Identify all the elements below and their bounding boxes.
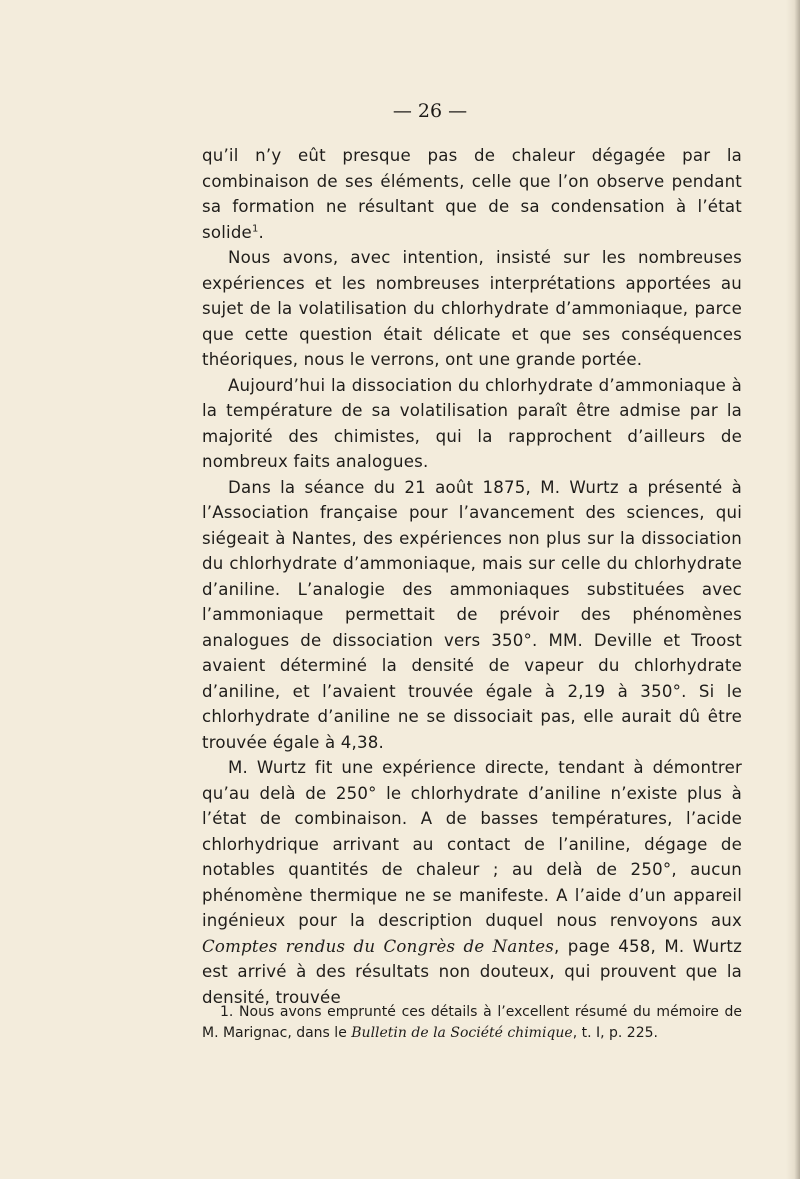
paragraph-1-text: qu’il n’y eût presque pas de chaleur dégagée par la combinaison de ses éléments, celle que l’on observe pendant sa formation ne résultant que de sa condensation à l’état solide	[202, 146, 742, 242]
footnote-text: Nous avons emprunté ces détails à l’excellent résumé du mémoire de M. Marignac, dans le	[202, 1004, 743, 1041]
footnote-reference: 1	[251, 222, 259, 234]
page-number: — 26 —	[392, 100, 468, 122]
paragraph-1-end: .	[258, 222, 265, 242]
paragraph-4: Dans la séance du 21 août 1875, M. Wurtz a présenté à l’Association française pour l’avancement des sciences, qui siégeait à Nantes, des expériences non plus sur la dissociation du chlorhydrate d’ammoniaque, mais sur celle du chlorhydrate d’aniline. L’analogie des ammoniaques substituées avec l’ammoniaque permettait de prévoir des phénomènes analogues de dissociation vers 350°. MM. Deville et Troost avaient déterminé la densité de vapeur du chlorhydrate d’aniline, et l’avaient trouvée égale à 2,19 à 350°. Si le chlorhydrate d’aniline ne se dissociait pas, elle aurait dû être trouvée égale à 4,38.	[202, 477, 742, 752]
paragraph-2: Nous avons, avec intention, insisté sur les nombreuses expériences et les nombreuses interprétations apportées au sujet de la volatilisation du chlorhydrate d’ammoniaque, parce que cette question était délicate et que ses conséquences théoriques, nous le verrons, ont une grande portée.	[202, 248, 742, 369]
footnote	[202, 1002, 742, 1043]
paragraph-5-text: M. Wurtz fit une expérience directe, tendant à démontrer qu’au delà de 250° le chlorhydrate d’aniline n’existe plus à l’état de combinaison. A de basses températures, l’acide chlorhydrique arrivant au contact de l’aniline, dégage de notables quantités de chaleur ; au delà de 250°, aucun phénomène thermique ne se manifeste. A l’aide d’un appareil ingénieux pour la description duquel nous renvoyons aux	[202, 758, 742, 930]
body-text	[202, 143, 742, 1010]
footnote-citation: , t. I, p. 225.	[572, 1024, 658, 1041]
page-edge-shadow	[786, 0, 800, 1179]
paragraph-5-end: , page 458, M. Wurtz est arrivé à des résultats non douteux, qui prouvent que la densité, trouvée	[202, 936, 742, 1007]
footnote-marker: 1.	[220, 1004, 234, 1020]
journal-title: Bulletin de la Société chimique	[351, 1024, 573, 1041]
paragraph-5	[202, 755, 742, 1010]
paragraph-1	[202, 143, 742, 245]
cited-work-title: Comptes rendus du Congrès de Nantes	[202, 936, 554, 956]
footnote-1	[202, 1002, 742, 1043]
paragraph-3: Aujourd’hui la dissociation du chlorhydrate d’ammoniaque à la température de sa volatilisation paraît être admise par la majorité des chimistes, qui la rapprochent d’ailleurs de nombreux faits analogues.	[202, 375, 742, 471]
